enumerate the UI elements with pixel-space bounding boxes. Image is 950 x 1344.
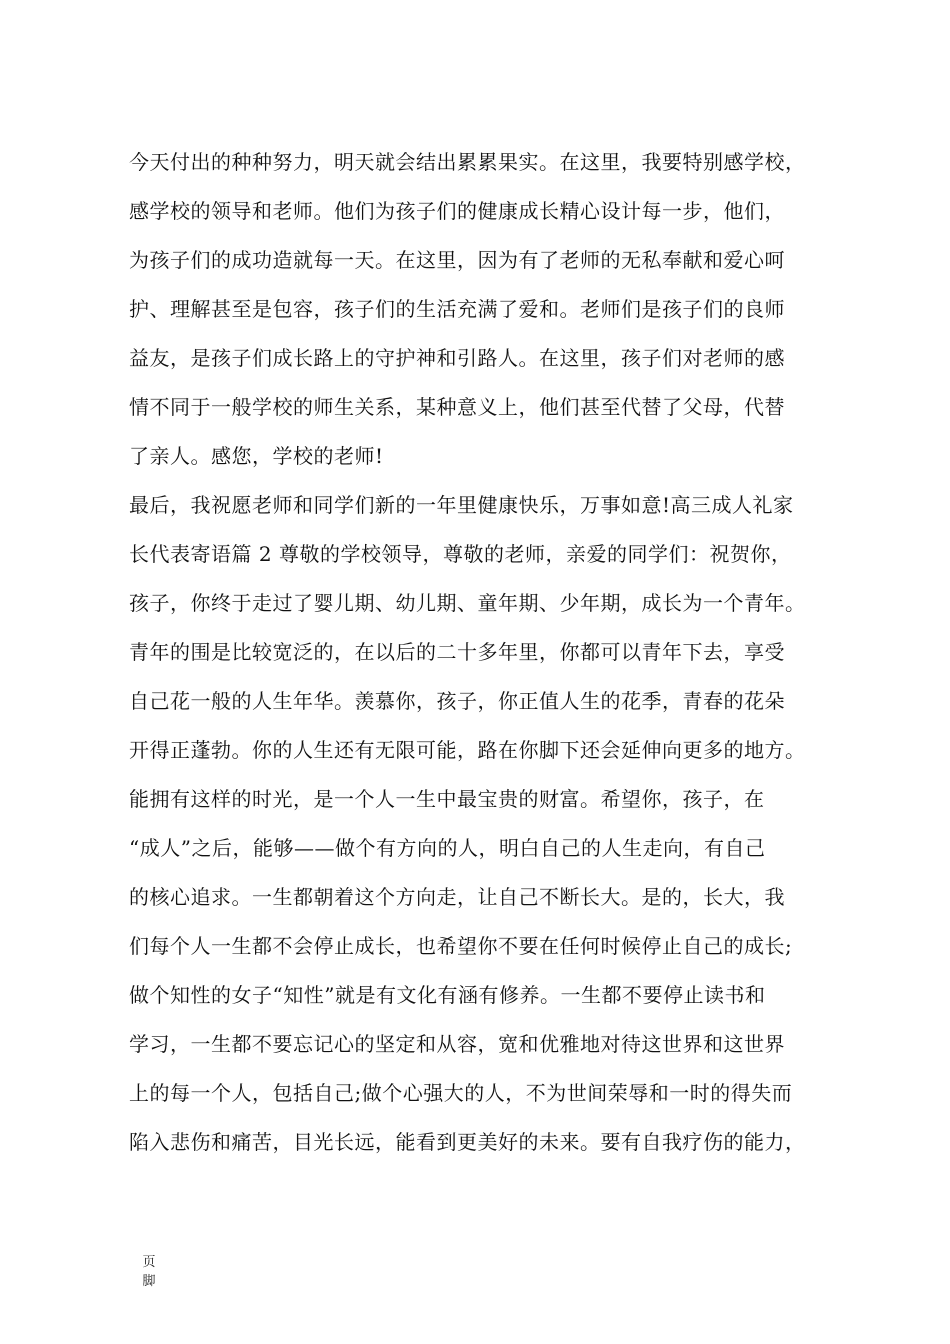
text-line-6: 情不同于一般学校的师生关系，某种意义上，他们甚至代替了父母，代替 bbox=[129, 395, 785, 419]
text-line-17: 们每个人一生都不会停止成长，也希望你不要在任何时候停止自己的成长; bbox=[129, 934, 793, 958]
text-line-16: 的核心追求。一生都朝着这个方向走，让自己不断长大。是的，长大，我 bbox=[129, 885, 785, 909]
text-line-8: 最后，我祝愿老师和同学们新的一年里健康快乐，万事如意!高三成人礼家 bbox=[129, 493, 794, 517]
footer-char-2: 脚 bbox=[142, 1274, 156, 1289]
text-line-12: 自己花一般的人生年华。羡慕你，孩子，你正值人生的花季，青春的花朵 bbox=[129, 689, 785, 713]
footer-char-1: 页 bbox=[142, 1255, 156, 1270]
text-line-11: 青年的围是比较宽泛的，在以后的二十多年里，你都可以青年下去，享受 bbox=[129, 640, 785, 664]
text-line-1: 今天付出的种种努力，明天就会结出累累果实。在这里，我要特别感学校， bbox=[129, 150, 806, 174]
text-line-20: 上的每一个人，包括自己;做个心强大的人，不为世间荣辱和一时的得失而 bbox=[129, 1081, 793, 1105]
text-line-5: 益友，是孩子们成长路上的守护神和引路人。在这里，孩子们对老师的感 bbox=[129, 346, 785, 370]
text-line-9: 长代表寄语篇 2 尊敬的学校领导，尊敬的老师，亲爱的同学们：祝贺你， bbox=[129, 542, 792, 566]
text-line-19: 学习，一生都不要忘记心的坚定和从容，宽和优雅地对待这世界和这世界 bbox=[129, 1032, 785, 1056]
text-line-13: 开得正蓬勃。你的人生还有无限可能，路在你脚下还会延伸向更多的地方。 bbox=[129, 738, 806, 762]
text-line-21: 陷入悲伤和痛苦，目光长远，能看到更美好的未来。要有自我疗伤的能力， bbox=[129, 1130, 806, 1154]
text-line-15: “成人”之后，能够——做个有方向的人，明白自己的人生走向，有自己 bbox=[129, 836, 766, 860]
page-footer bbox=[141, 1253, 157, 1291]
text-line-7: 了亲人。感您，学校的老师! bbox=[129, 444, 384, 468]
text-line-3: 为孩子们的成功造就每一天。在这里，因为有了老师的无私奉献和爱心呵 bbox=[129, 248, 785, 272]
text-line-14: 能拥有这样的时光，是一个人一生中最宝贵的财富。希望你，孩子，在 bbox=[129, 787, 765, 811]
text-line-18: 做个知性的女子“知性”就是有文化有涵有修养。一生都不要停止读书和 bbox=[129, 983, 766, 1007]
text-line-2: 感学校的领导和老师。他们为孩子们的健康成长精心设计每一步，他们， bbox=[129, 199, 785, 223]
text-line-10: 孩子，你终于走过了婴儿期、幼儿期、童年期、少年期，成长为一个青年。 bbox=[129, 591, 806, 615]
text-line-4: 护、理解甚至是包容，孩子们的生活充满了爱和。老师们是孩子们的良师 bbox=[129, 297, 785, 321]
